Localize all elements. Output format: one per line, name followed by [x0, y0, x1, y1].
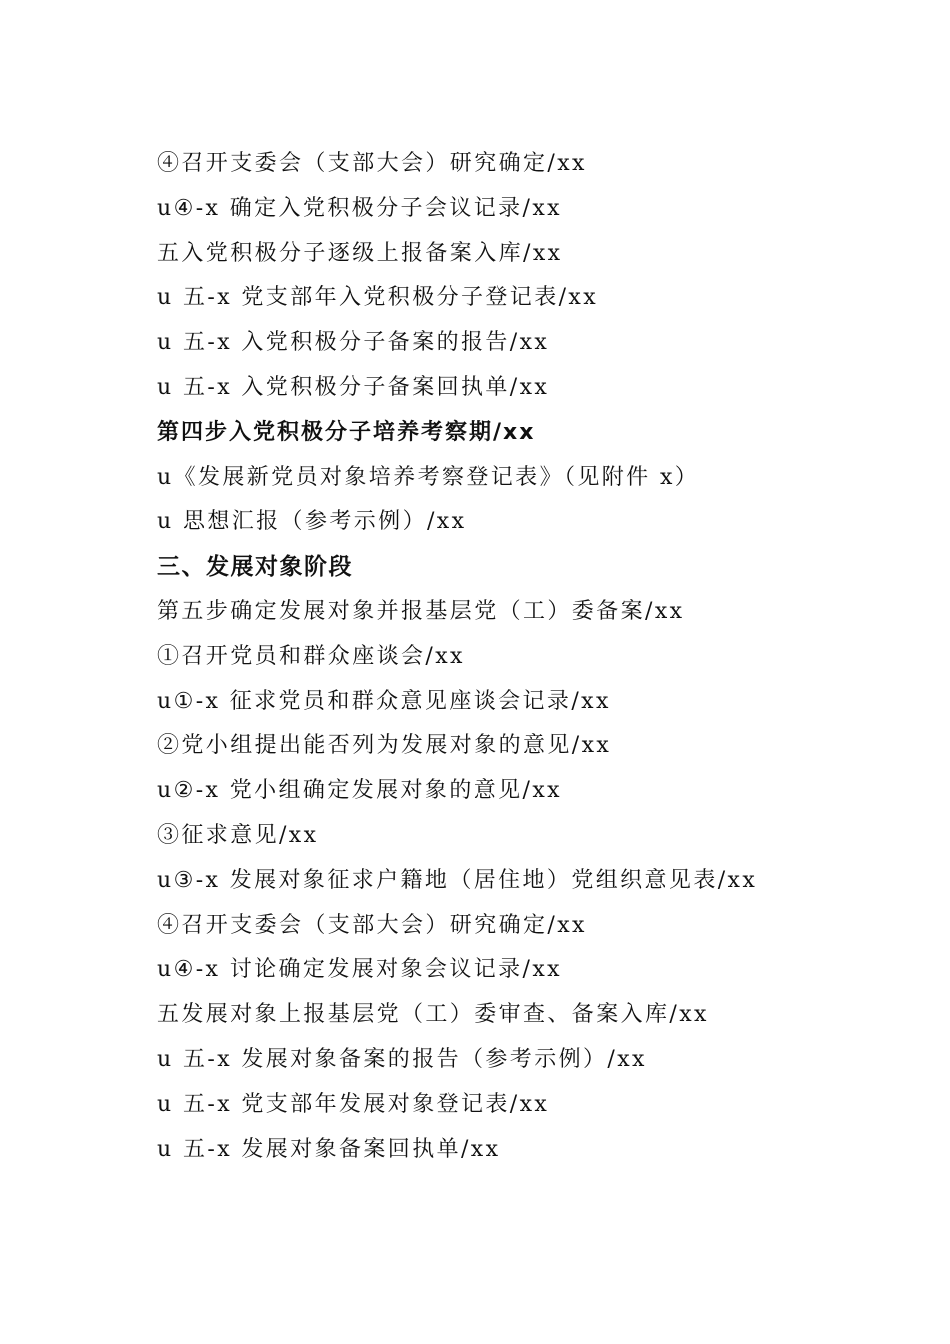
text-line: u 五-x 入党积极分子备案回执单/xx: [157, 374, 550, 400]
text-line: u《发展新党员对象培养考察登记表》（见附件 x）: [157, 464, 700, 490]
text-line: 五发展对象上报基层党（工）委审查、备案入库/xx: [157, 1002, 709, 1028]
text-line: u①-x 征求党员和群众意见座谈会记录/xx: [157, 688, 611, 714]
text-line: ④召开支委会（支部大会）研究确定/xx: [157, 151, 587, 176]
text-line: 第五步确定发展对象并报基层党（工）委备案/xx: [157, 598, 685, 624]
text-line: 五入党积极分子逐级上报备案入库/xx: [157, 240, 563, 266]
text-line: u 五-x 发展对象备案回执单/xx: [157, 1136, 501, 1162]
document-body: [157, 142, 917, 1172]
text-line: u 五-x 入党积极分子备案的报告/xx: [157, 330, 550, 356]
text-line: u 五-x 党支部年发展对象登记表/xx: [157, 1091, 550, 1117]
text-line: u②-x 党小组确定发展对象的意见/xx: [157, 778, 562, 804]
step-heading: 第四步入党积极分子培养考察期/xx: [157, 419, 536, 445]
text-line: ④召开支委会（支部大会）研究确定/xx: [157, 912, 587, 938]
text-line: ③征求意见/xx: [157, 822, 319, 848]
text-line: ②党小组提出能否列为发展对象的意见/xx: [157, 733, 612, 759]
text-line: u③-x 发展对象征求户籍地（居住地）党组织意见表/xx: [157, 867, 758, 893]
text-line: u④-x 讨论确定发展对象会议记录/xx: [157, 957, 562, 983]
text-line: u 五-x 发展对象备案的报告（参考示例）/xx: [157, 1046, 647, 1072]
text-line: u④-x 确定入党积极分子会议记录/xx: [157, 195, 562, 221]
section-heading: 三、发展对象阶段: [157, 554, 353, 581]
text-line: u 五-x 党支部年入党积极分子登记表/xx: [157, 285, 599, 311]
text-line: ①召开党员和群众座谈会/xx: [157, 643, 465, 669]
text-line: u 思想汇报（参考示例）/xx: [157, 509, 467, 535]
